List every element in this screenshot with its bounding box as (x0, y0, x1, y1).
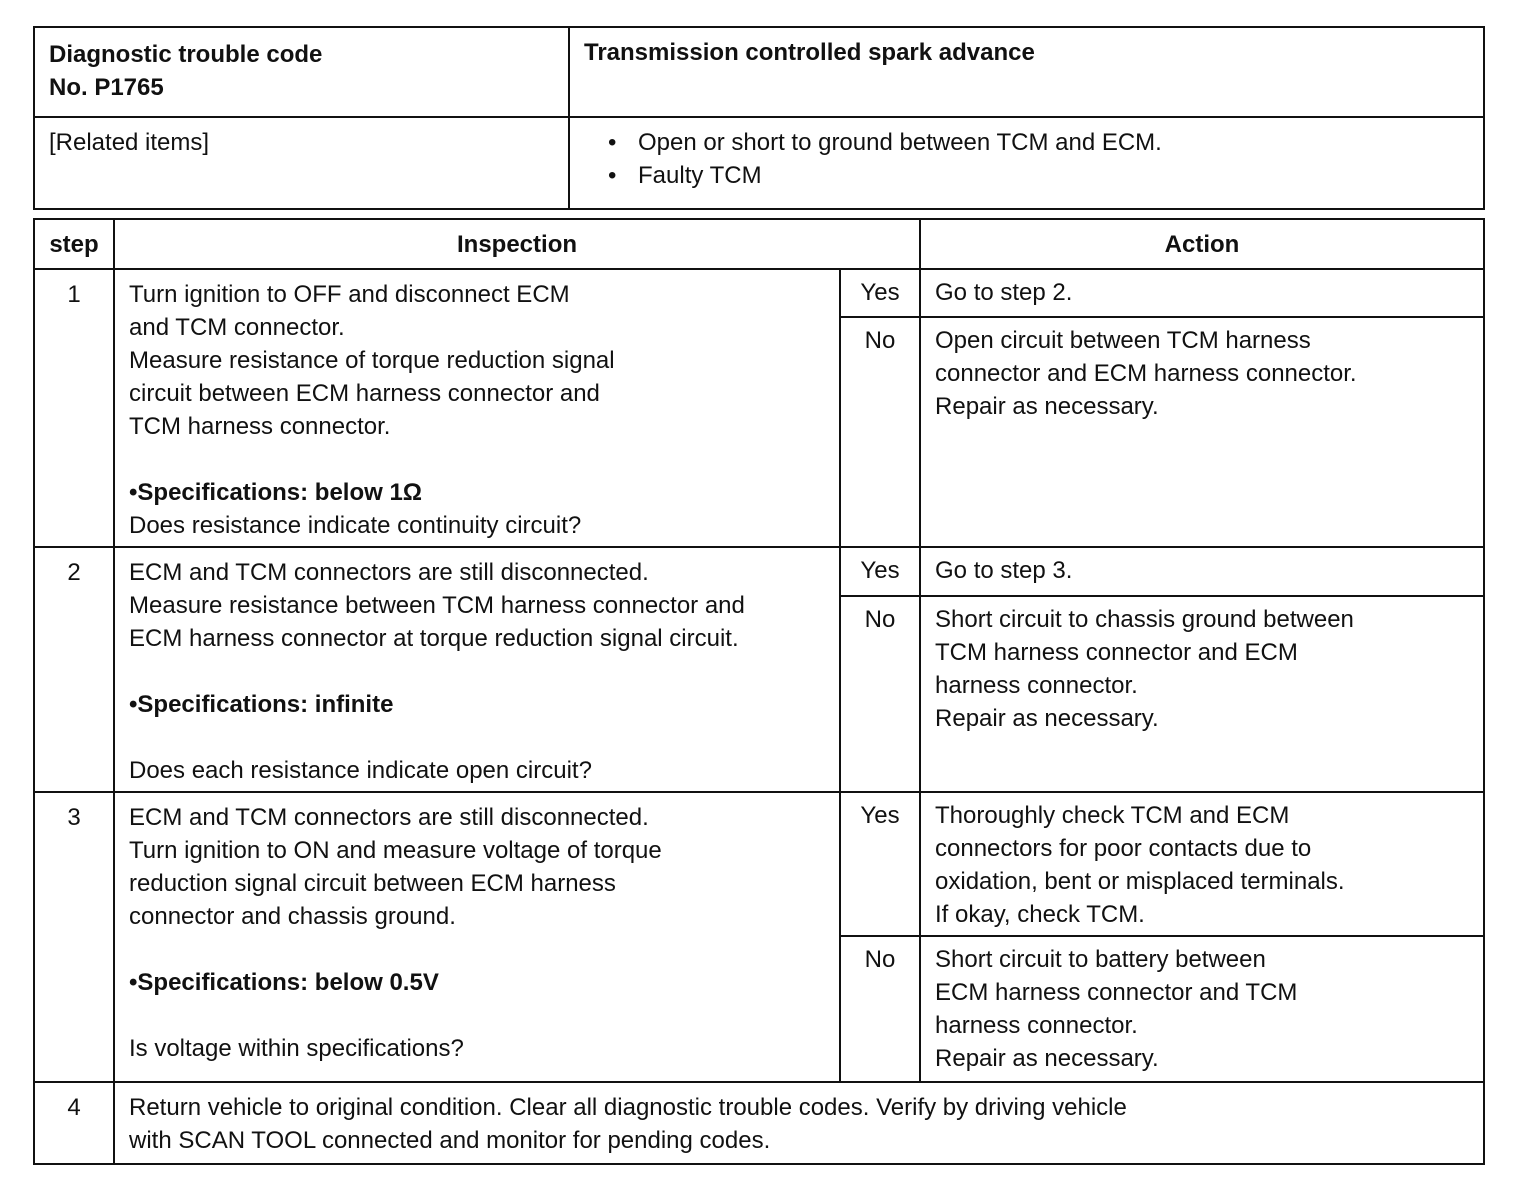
related-item: • Faulty TCM (608, 159, 1483, 192)
step-3-inspection (114, 792, 840, 1082)
step-4-row (34, 1082, 1484, 1164)
action-line: connector and ECM harness connector. (935, 360, 1357, 388)
related-label-cell (34, 117, 569, 209)
inspection-line: reduction signal circuit between ECM harness (129, 870, 616, 897)
inspection-line: circuit between ECM harness connector and (129, 380, 600, 407)
yes-action (920, 269, 1484, 317)
action-line: If okay, check TCM. (935, 901, 1145, 928)
inspection-line: Turn ignition to ON and measure voltage of torque (129, 837, 662, 864)
no-action (920, 317, 1484, 547)
instruction-line: Return vehicle to original condition. Clear all diagnostic trouble codes. Verify by driving vehicle (129, 1094, 1127, 1121)
action-header: Action (920, 219, 1484, 269)
step-number: 1 (34, 269, 114, 547)
action-line: harness connector. (935, 1012, 1138, 1039)
action-line: Short circuit to chassis ground between (935, 605, 1354, 633)
action-line: Open circuit between TCM harness (935, 327, 1311, 355)
dtc-title: Transmission controlled spark advance (584, 39, 1035, 66)
step-number: 4 (34, 1082, 114, 1164)
inspection-line: ECM and TCM connectors are still disconnected. (129, 559, 649, 586)
inspection-line: Measure resistance of torque reduction signal (129, 347, 615, 374)
instruction-line: with SCAN TOOL connected and monitor for pending codes. (129, 1127, 771, 1154)
no-action (920, 596, 1484, 792)
yes-action (920, 547, 1484, 596)
related-label: [Related items] (49, 129, 210, 156)
inspection-line: TCM harness connector. (129, 413, 391, 440)
action-line: TCM harness connector and ECM (935, 638, 1298, 666)
step-4-instruction (114, 1082, 1484, 1164)
yes-label: Yes (840, 269, 920, 317)
procedure-table (33, 218, 1485, 1165)
step-header: step (34, 219, 114, 269)
action-line: harness connector. (935, 671, 1138, 699)
no-label: No (840, 936, 920, 1082)
inspection-question: Is voltage within specifications? (129, 1035, 464, 1062)
dtc-code-cell (34, 27, 569, 117)
no-label: No (840, 596, 920, 792)
action-line: Thoroughly check TCM and ECM (935, 802, 1290, 829)
action-line: connectors for poor contacts due to (935, 835, 1312, 862)
step-number: 3 (34, 792, 114, 1082)
yes-label: Yes (840, 792, 920, 936)
inspection-line: and TCM connector. (129, 314, 345, 341)
action-line: Repair as necessary. (935, 704, 1159, 732)
procedure-header-row (34, 219, 1484, 269)
inspection-line: connector and chassis ground. (129, 903, 456, 930)
action-line: oxidation, bent or misplaced terminals. (935, 868, 1345, 895)
inspection-question: Does each resistance indicate open circuit? (129, 757, 592, 784)
yes-action (920, 792, 1484, 936)
action-line: Short circuit to battery between (935, 946, 1266, 973)
specification: • Specifications: below 1Ω (129, 476, 829, 509)
related-item: • Open or short to ground between TCM and ECM. (608, 126, 1483, 159)
related-items-cell (569, 117, 1484, 209)
specification: • Specifications: below 0.5V (129, 966, 829, 999)
action-line: Go to step 2. (935, 279, 1073, 306)
action-line: ECM harness connector and TCM (935, 979, 1298, 1006)
dtc-related-row (34, 117, 1484, 209)
action-line: Repair as necessary. (935, 1045, 1159, 1072)
specification: • Specifications: infinite (129, 688, 829, 721)
dtc-code-number: No. P1765 (49, 74, 164, 101)
step-2-yes-row (34, 547, 1484, 596)
step-3-yes-row (34, 792, 1484, 936)
step-number: 2 (34, 547, 114, 792)
inspection-line: ECM harness connector at torque reduction signal circuit. (129, 625, 739, 652)
no-label: No (840, 317, 920, 547)
action-line: Repair as necessary. (935, 393, 1159, 421)
action-line: Go to step 3. (935, 557, 1073, 584)
no-action (920, 936, 1484, 1082)
step-1-yes-row (34, 269, 1484, 317)
inspection-line: ECM and TCM connectors are still disconnected. (129, 804, 649, 831)
step-1-inspection (114, 269, 840, 547)
dtc-title-cell (569, 27, 1484, 117)
dtc-code-row (34, 27, 1484, 117)
inspection-header: Inspection (114, 219, 920, 269)
inspection-question: Does resistance indicate continuity circuit? (129, 512, 582, 539)
step-2-inspection (114, 547, 840, 792)
inspection-line: Measure resistance between TCM harness connector and (129, 592, 745, 619)
yes-label: Yes (840, 547, 920, 596)
inspection-line: Turn ignition to OFF and disconnect ECM (129, 281, 570, 308)
dtc-code-label: Diagnostic trouble code (49, 41, 323, 68)
dtc-header-table (33, 26, 1485, 210)
